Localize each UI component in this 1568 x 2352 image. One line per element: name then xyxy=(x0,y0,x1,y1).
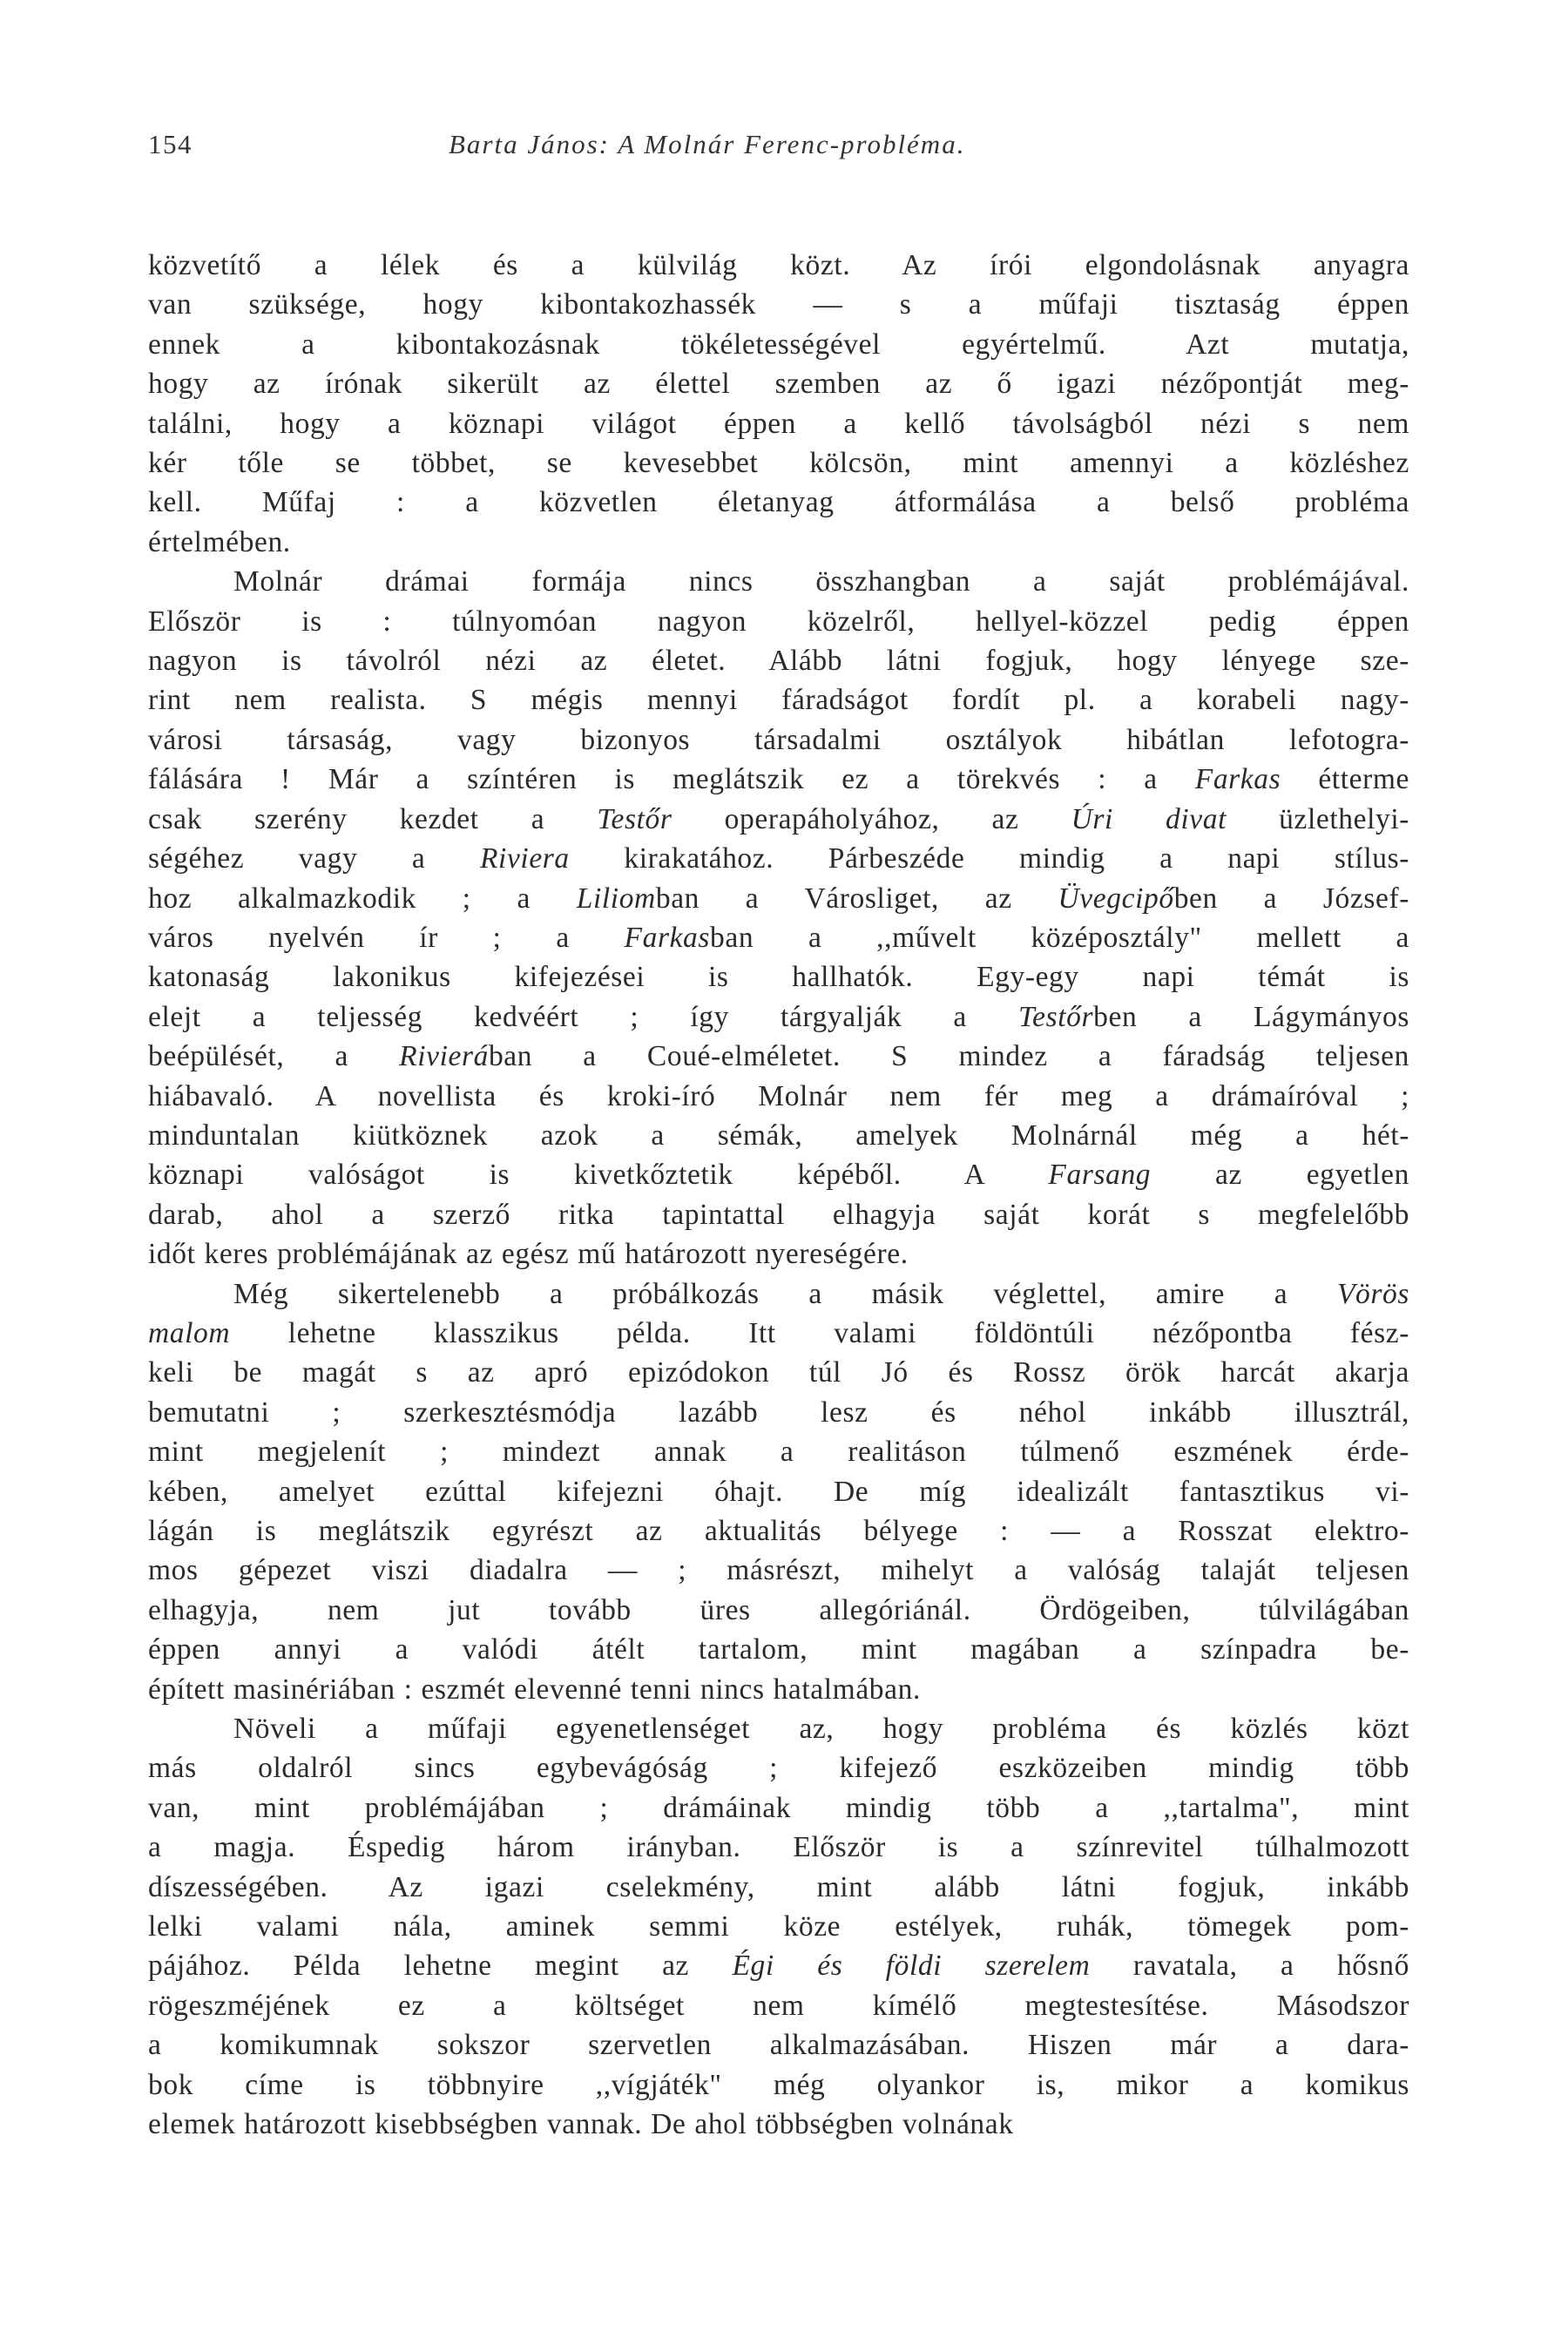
text-line: keli be magát s az apró epizódokon túl Jó és Rossz örök harcát akarja xyxy=(148,1356,1409,1389)
text-line: Molnár drámai formája nincs összhangban a saját problémájával. xyxy=(233,565,1409,598)
text-line: malom lehetne klasszikus példa. Itt valami földöntúli nézőpontba fész- xyxy=(148,1316,1409,1349)
text-line: bemutatni ; szerkesztésmódja lazább lesz és néhol inkább illusztrál, xyxy=(148,1396,1409,1429)
text-line: mint megjelenít ; mindezt annak a realitáson túlmenő eszmének érde- xyxy=(148,1436,1409,1469)
text-line: díszességében. Az igazi cselekmény, mint alább látni fogjuk, inkább xyxy=(148,1870,1409,1903)
text-line: kell. Műfaj : a közvetlen életanyag átformálása a belső probléma xyxy=(148,486,1409,519)
text-line: beépülését, a Rivierában a Coué-elméletet. S mindez a fáradság teljesen xyxy=(148,1040,1409,1073)
text-line: a magja. Éspedig három irányban. Először is a színrevitel túlhalmozott xyxy=(148,1831,1409,1864)
text-line: lágán is meglátszik egyrészt az aktualitás bélyege : — a Rosszat elektro- xyxy=(148,1515,1409,1547)
italic-title: Üvegcipő xyxy=(1058,882,1174,915)
italic-title: Vörös xyxy=(1336,1277,1409,1310)
text-line: elhagyja, nem jut tovább üres allegóriánál. Ördögeiben, túlvilágában xyxy=(148,1593,1409,1626)
text-line: a komikumnak sokszor szervetlen alkalmazásában. Hiszen már a dara- xyxy=(148,2029,1409,2062)
text-line: van szüksége, hogy kibontakozhassék — s a műfaji tisztaság éppen xyxy=(148,288,1409,321)
text-line: hogy az írónak sikerült az élettel szemben az ő igazi nézőpontját meg- xyxy=(148,368,1409,401)
text-line: elemek határozott kisebbségben vannak. De ahol többségben volnának xyxy=(148,2108,1014,2141)
italic-title: Farsang xyxy=(1048,1159,1152,1192)
running-head xyxy=(148,129,1420,174)
italic-title: Farkas xyxy=(1194,763,1281,796)
text-line: értelmében. xyxy=(148,525,291,558)
text-line: rint nem realista. S mégis mennyi fáradságot fordít pl. a korabeli nagy- xyxy=(148,684,1409,717)
text-line: katonaság lakonikus kifejezései is hallhatók. Egy-egy napi témát is xyxy=(148,961,1409,994)
italic-title: Testőr xyxy=(1017,1000,1094,1033)
text-line: hoz alkalmazkodik ; a Liliomban a Városliget, az Üvegcipőben a József- xyxy=(148,882,1409,915)
paragraph xyxy=(148,562,1409,1274)
italic-title: Égi és földi szerelem xyxy=(732,1950,1091,1983)
text-line: ennek a kibontakozásnak tökéletességével egyértelmű. Azt mutatja, xyxy=(148,328,1409,361)
text-line: köznapi valóságot is kivetkőztetik képéből. A Farsang az egyetlen xyxy=(148,1159,1409,1192)
text-line: kér tőle se többet, se kevesebbet kölcsön, mint amennyi a közléshez xyxy=(148,447,1409,480)
text-line: nagyon is távolról nézi az életet. Alább látni fogjuk, hogy lényege sze- xyxy=(148,645,1409,678)
page-number: 154 xyxy=(148,129,193,159)
text-line: találni, hogy a köznapi világot éppen a kellő távolságból nézi s nem xyxy=(148,407,1409,440)
body-text xyxy=(148,246,1409,2145)
text-line: elejt a teljesség kedvéért ; így tárgyalják a Testőrben a Lágymányos xyxy=(148,1000,1409,1033)
running-title: Barta János: A Molnár Ferenc-probléma. xyxy=(449,129,966,159)
text-line: más oldalról sincs egybevágóság ; kifejező eszközeiben mindig több xyxy=(148,1752,1409,1785)
italic-title: Úri divat xyxy=(1071,802,1227,835)
text-line: közvetítő a lélek és a külvilág közt. Az írói elgondolásnak anyagra xyxy=(148,249,1409,281)
paragraph xyxy=(148,1274,1409,1709)
text-line: épített masinériában : eszmét elevenné tenni nincs hatalmában. xyxy=(148,1673,921,1706)
text-line: pájához. Példa lehetne megint az Égi és földi szerelem ravatala, a hősnő xyxy=(148,1950,1409,1983)
paragraph xyxy=(148,1709,1409,2144)
italic-title: Rivierá xyxy=(399,1040,489,1073)
text-line: fálására ! Már a színtéren is meglátszik ez a törekvés : a Farkas étterme xyxy=(148,763,1409,796)
text-line: Először is : túlnyomóan nagyon közelről, hellyel-közzel pedig éppen xyxy=(148,605,1409,638)
text-line: ségéhez vagy a Riviera kirakatához. Párbeszéde mindig a napi stílus- xyxy=(148,842,1409,875)
text-line: rögeszméjének ez a költséget nem kímélő megtestesítése. Másodszor xyxy=(148,1989,1409,2022)
text-line: hiábavaló. A novellista és kroki-író Molnár nem fér meg a drámaíróval ; xyxy=(148,1079,1409,1112)
italic-title: Riviera xyxy=(479,842,570,875)
text-line: bok címe is többnyire ,,vígjáték" még olyankor is, mikor a komikus xyxy=(148,2068,1409,2101)
text-line: város nyelvén ír ; a Farkasban a ,,művelt középosztály" mellett a xyxy=(148,921,1409,954)
text-line: darab, ahol a szerző ritka tapintattal elhagyja saját korát s megfelelőbb xyxy=(148,1198,1409,1231)
text-line: időt keres problémájának az egész mű határozott nyereségére. xyxy=(148,1238,909,1271)
italic-title: malom xyxy=(148,1316,231,1349)
text-line: mos gépezet viszi diadalra — ; másrészt, mihelyt a valóság talaját teljesen xyxy=(148,1554,1409,1587)
italic-title: Testőr xyxy=(597,802,672,835)
italic-title: Liliom xyxy=(576,882,656,915)
text-line: Még sikertelenebb a próbálkozás a másik véglettel, amire a Vörös xyxy=(233,1277,1409,1310)
text-line: városi társaság, vagy bizonyos társadalmi osztályok hibátlan lefotogra- xyxy=(148,723,1409,756)
text-line: kében, amelyet ezúttal kifejezni óhajt. De míg idealizált fantasztikus vi- xyxy=(148,1475,1409,1508)
text-line: van, mint problémájában ; drámáinak mindig több a ,,tartalma", mint xyxy=(148,1791,1409,1824)
text-line: éppen annyi a valódi átélt tartalom, mint magában a színpadra be- xyxy=(148,1633,1409,1666)
text-line: minduntalan kiütköznek azok a sémák, amelyek Molnárnál még a hét- xyxy=(148,1119,1409,1152)
paragraph xyxy=(148,246,1409,562)
text-line: lelki valami nála, aminek semmi köze estélyek, ruhák, tömegek pom- xyxy=(148,1910,1409,1943)
italic-title: Farkas xyxy=(624,921,711,954)
text-line: Növeli a műfaji egyenetlenséget az, hogy probléma és közlés közt xyxy=(233,1713,1409,1746)
text-line: csak szerény kezdet a Testőr operapáholyához, az Úri divat üzlethelyi- xyxy=(148,802,1409,835)
